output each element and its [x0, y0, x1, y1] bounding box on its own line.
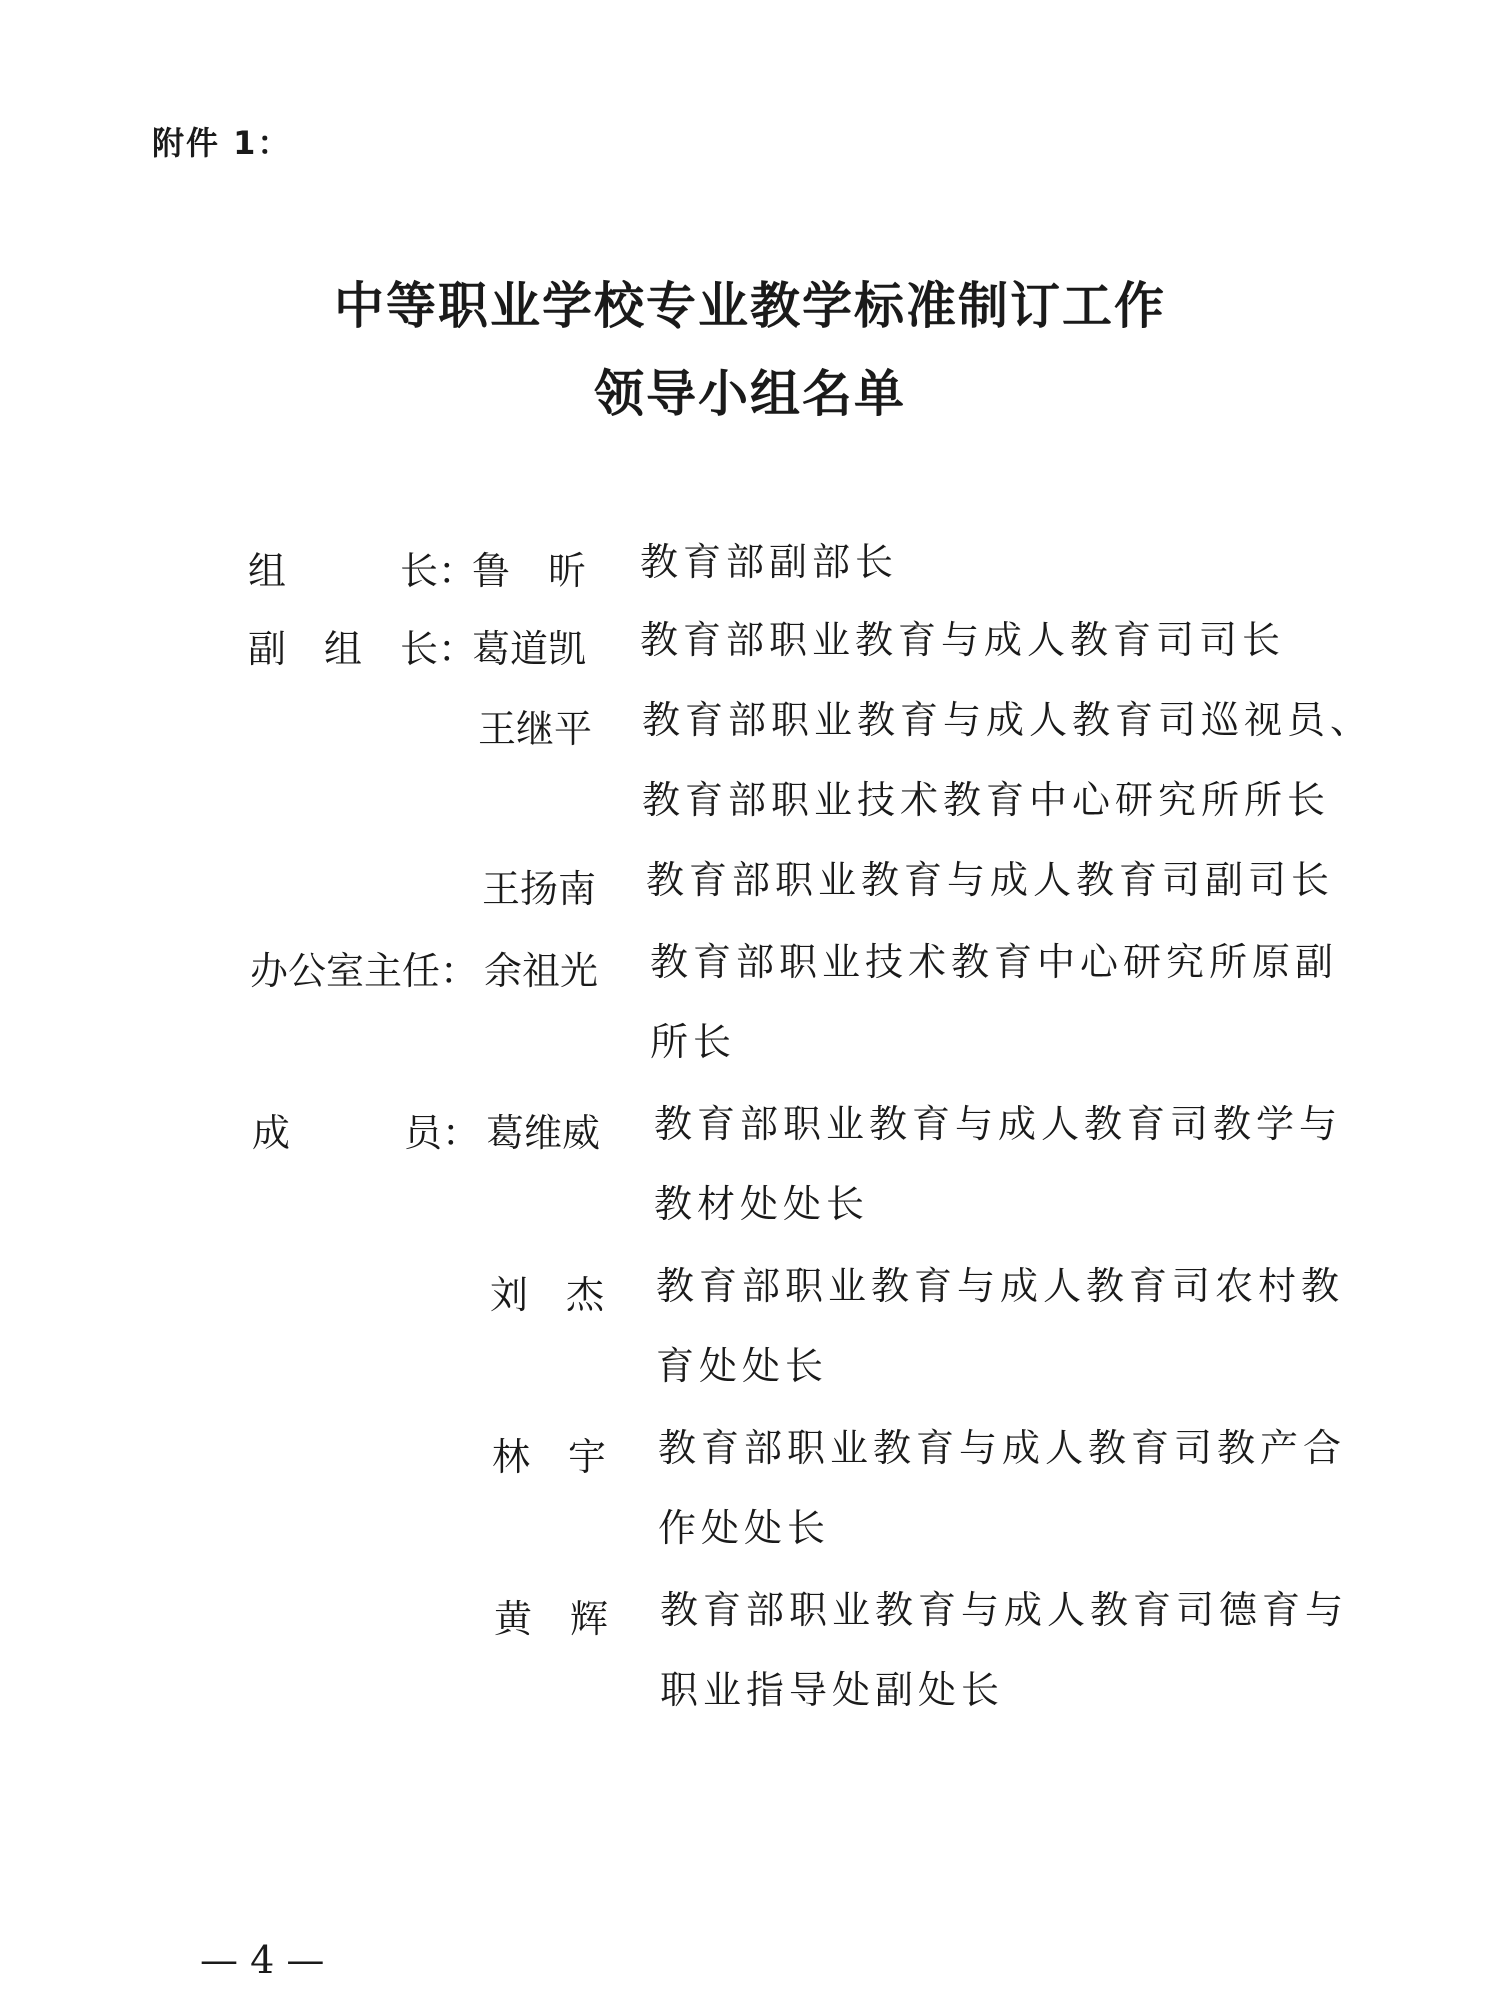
document-title-line-1: 中等职业学校专业教学标准制订工作 [334, 277, 1166, 335]
member-title [640, 522, 898, 602]
member-name: 葛维威 [486, 1111, 601, 1155]
member-name: 刘 杰 [490, 1273, 605, 1317]
member-role: 办公室主任： [250, 949, 479, 993]
member-role: 副 组 长： [248, 627, 477, 671]
member-title-line: 教育部职业技术教育中心研究所原副 [650, 940, 1339, 984]
member-title [642, 680, 1373, 840]
member-title [656, 1246, 1344, 1406]
member-title-line: 教育部职业教育与成人教育司司长 [640, 618, 1286, 662]
page-number: — 4 — [200, 1938, 325, 1982]
member-title [658, 1408, 1346, 1568]
member-title [640, 600, 1285, 680]
member-title-line: 教育部职业教育与成人教育司德育与 [660, 1588, 1349, 1632]
member-title-line: 教育部职业教育与成人教育司巡视员、 [642, 698, 1374, 742]
member-name: 葛道凯 [472, 627, 587, 671]
member-title-line: 教育部职业教育与成人教育司副司长 [646, 858, 1335, 902]
member-name: 王扬南 [482, 867, 597, 911]
member-role: 成 员： [252, 1111, 481, 1155]
member-title [654, 1084, 1342, 1244]
member-title [660, 1570, 1348, 1730]
member-title-line: 教育部职业教育与成人教育司农村教 [656, 1264, 1345, 1308]
document-title-line-2: 领导小组名单 [594, 365, 906, 423]
attachment-label: 附件 1： [152, 124, 292, 162]
member-name: 鲁 昕 [472, 549, 587, 593]
member-title-line: 所长 [650, 1020, 737, 1064]
member-role: 组 长： [248, 549, 477, 593]
member-name: 余祖光 [484, 949, 599, 993]
member-title-line: 教育部职业技术教育中心研究所所长 [642, 778, 1331, 822]
member-title-line: 职业指导处副处长 [660, 1668, 1005, 1712]
member-title-line: 教育部副部长 [640, 540, 899, 584]
member-title [650, 922, 1338, 1082]
member-title-line: 教育部职业教育与成人教育司教学与 [654, 1102, 1343, 1146]
member-title [646, 840, 1334, 920]
member-title-line: 教材处处长 [654, 1182, 870, 1226]
member-title-line: 育处处长 [656, 1344, 829, 1388]
member-title-line: 教育部职业教育与成人教育司教产合 [658, 1426, 1347, 1470]
member-name: 黄 辉 [494, 1597, 609, 1641]
member-name: 王继平 [478, 707, 593, 751]
member-title-line: 作处处长 [658, 1506, 831, 1550]
member-name: 林 宇 [492, 1435, 607, 1479]
